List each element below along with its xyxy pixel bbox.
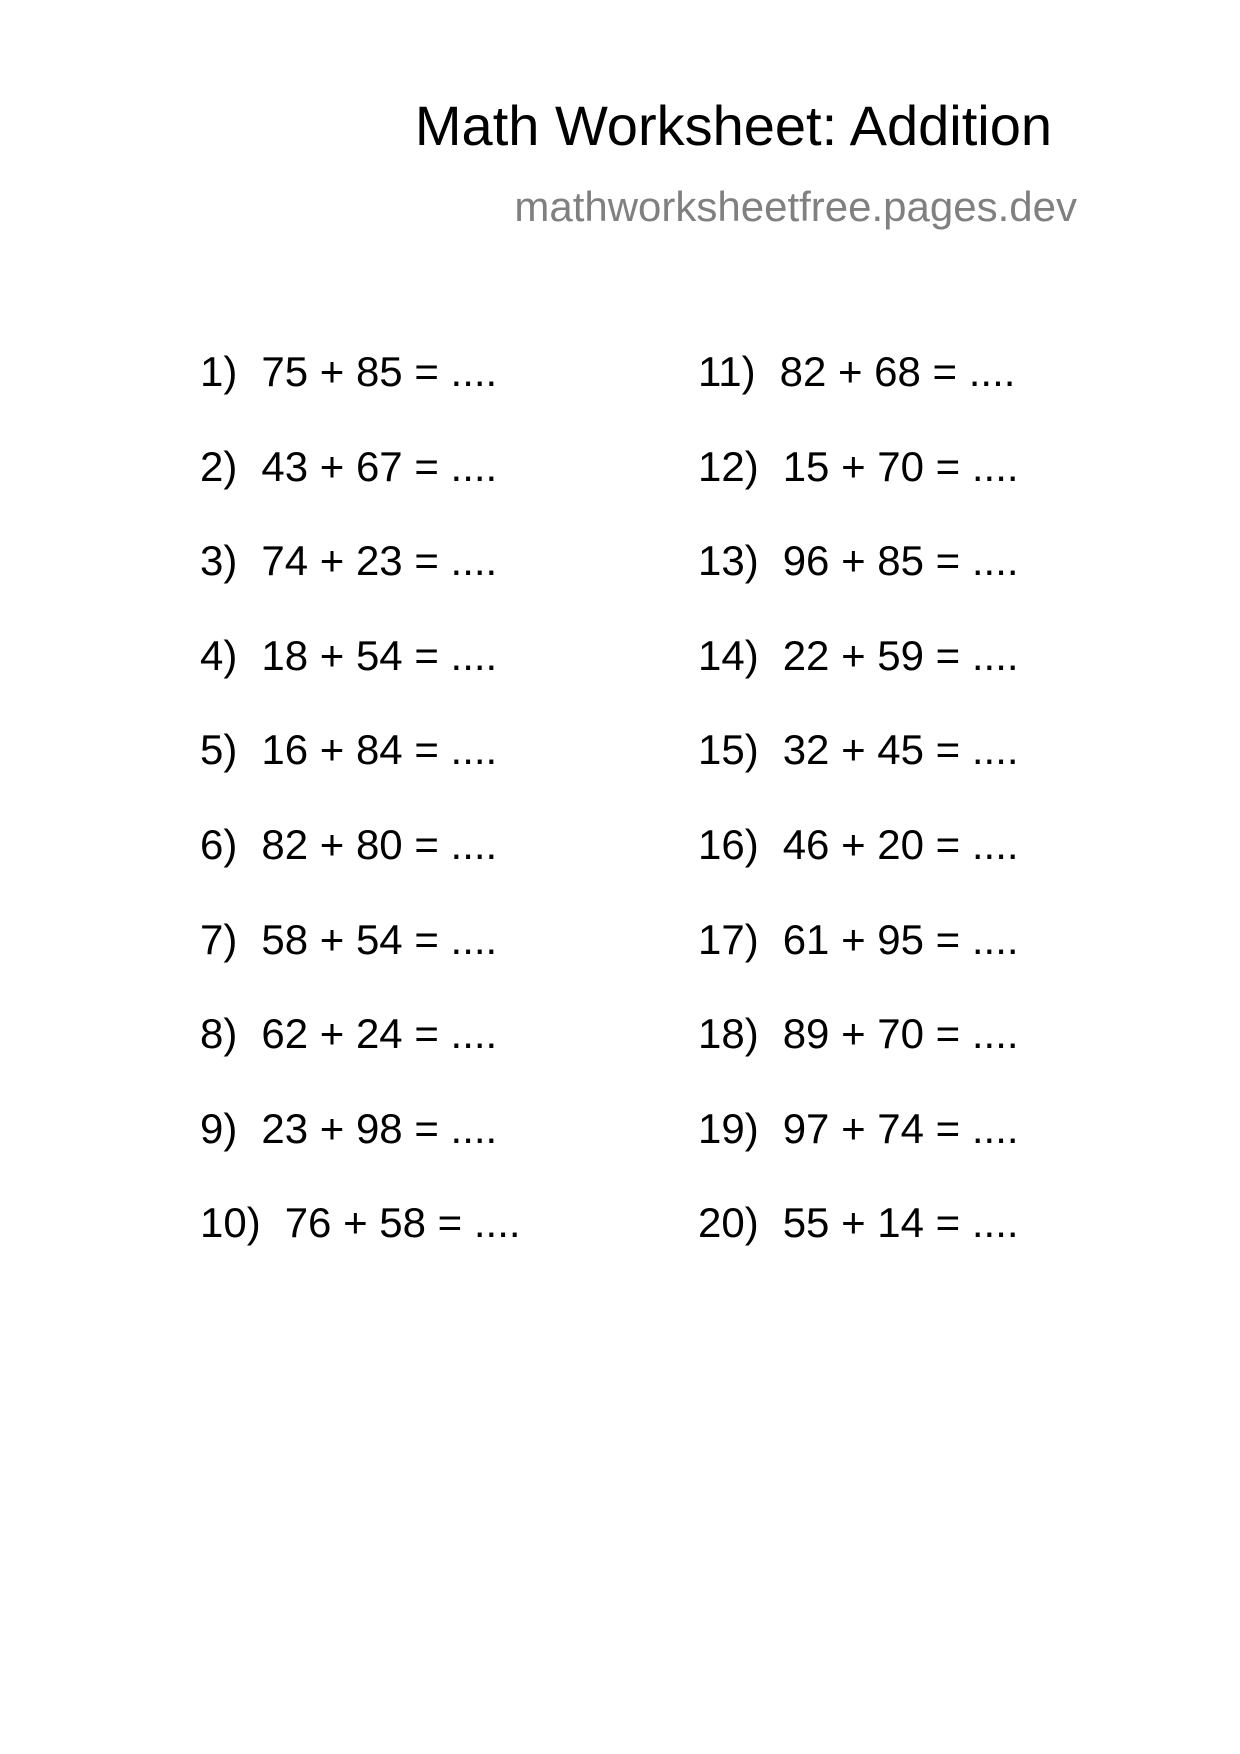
problem-8 xyxy=(200,1010,521,1108)
problem-expression: 22 + 59 = .... xyxy=(782,631,1019,679)
problem-number: 17) xyxy=(698,915,759,963)
problem-expression: 61 + 95 = .... xyxy=(782,915,1019,963)
website-url: mathworksheetfree.pages.dev xyxy=(514,183,1077,230)
problem-12 xyxy=(698,442,1019,541)
problem-16 xyxy=(698,820,1019,919)
problem-18 xyxy=(698,1010,1019,1108)
problem-number: 16) xyxy=(698,820,759,868)
problem-number: 5) xyxy=(200,726,238,774)
problem-expression: 23 + 98 = .... xyxy=(261,1104,498,1152)
problem-expression: 43 + 67 = .... xyxy=(261,442,498,490)
problem-number: 15) xyxy=(698,726,759,774)
problem-number: 8) xyxy=(200,1010,238,1058)
problem-number: 14) xyxy=(698,631,759,679)
problem-6 xyxy=(200,820,521,919)
problem-expression: 15 + 70 = .... xyxy=(782,442,1019,490)
problem-expression: 32 + 45 = .... xyxy=(782,726,1019,774)
problem-expression: 46 + 20 = .... xyxy=(782,820,1019,868)
problem-expression: 75 + 85 = .... xyxy=(261,348,498,395)
problem-20 xyxy=(698,1199,1019,1297)
problem-number: 1) xyxy=(200,348,238,395)
problem-number: 7) xyxy=(200,915,238,963)
problem-10 xyxy=(200,1199,521,1297)
problem-number: 2) xyxy=(200,442,238,490)
problem-expression: 18 + 54 = .... xyxy=(261,631,498,679)
problem-1 xyxy=(200,348,521,446)
problem-expression: 76 + 58 = .... xyxy=(284,1199,521,1247)
problem-expression: 97 + 74 = .... xyxy=(782,1104,1019,1152)
problem-number: 13) xyxy=(698,537,759,585)
problem-9 xyxy=(200,1104,521,1203)
problem-15 xyxy=(698,726,1019,824)
problem-number: 12) xyxy=(698,442,759,490)
problem-number: 11) xyxy=(698,348,756,395)
problem-number: 18) xyxy=(698,1010,759,1058)
problem-14 xyxy=(698,631,1019,730)
problem-4 xyxy=(200,631,521,730)
problem-17 xyxy=(698,915,1019,1014)
problem-expression: 82 + 68 = .... xyxy=(779,348,1016,395)
problem-number: 9) xyxy=(200,1104,238,1152)
problem-expression: 96 + 85 = .... xyxy=(782,537,1019,585)
problem-expression: 16 + 84 = .... xyxy=(261,726,498,774)
problem-3 xyxy=(200,537,521,635)
problem-number: 6) xyxy=(200,820,238,868)
problem-expression: 89 + 70 = .... xyxy=(782,1010,1019,1058)
problem-5 xyxy=(200,726,521,824)
problem-number: 10) xyxy=(200,1199,261,1247)
problem-expression: 62 + 24 = .... xyxy=(261,1010,498,1058)
problem-number: 19) xyxy=(698,1104,759,1152)
problem-expression: 74 + 23 = .... xyxy=(261,537,498,585)
problem-11 xyxy=(698,348,1019,446)
problem-19 xyxy=(698,1104,1019,1203)
problem-column-left xyxy=(200,348,521,1297)
problem-number: 20) xyxy=(698,1199,759,1247)
problem-expression: 58 + 54 = .... xyxy=(261,915,498,963)
problem-column-right xyxy=(698,348,1019,1297)
problem-2 xyxy=(200,442,521,541)
problem-expression: 55 + 14 = .... xyxy=(782,1199,1019,1247)
problem-expression: 82 + 80 = .... xyxy=(261,820,498,868)
problem-number: 4) xyxy=(200,631,238,679)
problem-13 xyxy=(698,537,1019,635)
problem-7 xyxy=(200,915,521,1014)
page-title: Math Worksheet: Addition xyxy=(414,94,1052,157)
problem-number: 3) xyxy=(200,537,238,585)
